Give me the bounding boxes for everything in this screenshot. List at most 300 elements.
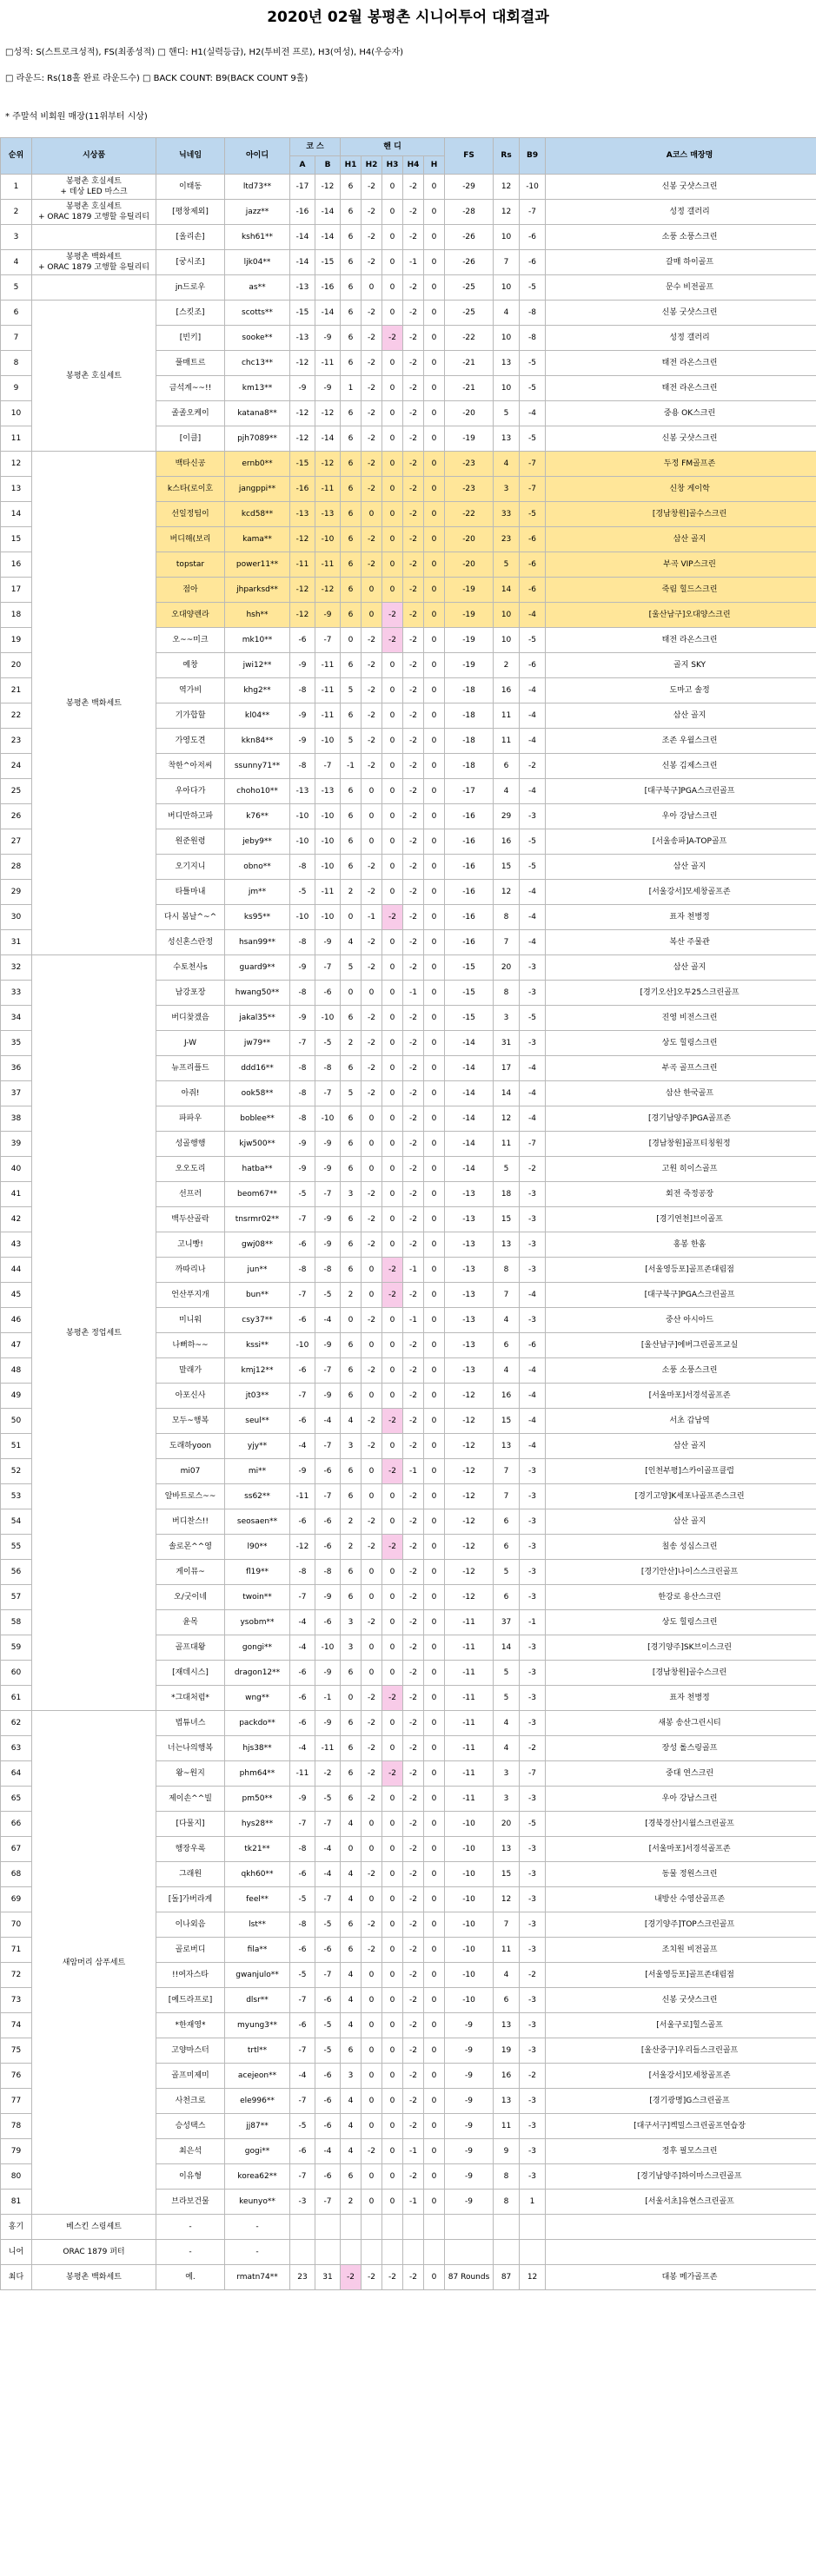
cell-h4: -2 [403,1736,424,1761]
cell-h1: 3 [341,1635,362,1661]
cell-h4: -2 [403,1711,424,1736]
cell-fs: -19 [445,628,494,653]
cell-fs: -11 [445,1787,494,1812]
cell-fs: -9 [445,2089,494,2114]
header-a: A [290,156,315,175]
cell-h4: -2 [403,225,424,250]
cell-fs: -14 [445,1132,494,1157]
cell-h1: 6 [341,1459,362,1484]
cell-b: -9 [315,603,341,628]
cell-h3: 0 [382,1887,403,1912]
cell-h4: -2 [403,1333,424,1358]
cell-nick: [빈키] [156,326,225,351]
cell-fs: -11 [445,1661,494,1686]
cell-rank: 60 [1,1661,32,1686]
cell-rs: 5 [494,1686,520,1711]
cell-h: 0 [424,301,445,326]
cell-rs: 12 [494,1106,520,1132]
cell-h4: -2 [403,628,424,653]
cell-h3: 0 [382,1711,403,1736]
prize-cell: 봉평촌 백화세트 + ORAC 1879 고행할 유틸리티 [32,250,156,275]
cell-nick: 행장우록 [156,1837,225,1862]
cell-a: -6 [290,1308,315,1333]
cell-nick: 제이손^^빌 [156,1787,225,1812]
cell-a: -12 [290,426,315,452]
cell-h2: -2 [362,1207,382,1232]
cell-h2: 0 [362,1459,382,1484]
header-nick: 닉네임 [156,138,225,175]
cell-nick: *그대처럼* [156,1686,225,1711]
cell-b: -4 [315,2139,341,2164]
cell-a: -8 [290,981,315,1006]
cell-rs: 11 [494,1938,520,1963]
cell-h4: -2 [403,527,424,552]
cell-b9: -3 [520,1031,546,1056]
cell-a: -9 [290,1132,315,1157]
tail-cell [382,2215,403,2240]
cell-a: -6 [290,1409,315,1434]
cell-venue: 도마고 솔정 [546,678,816,703]
header-course: 코 스 [290,138,341,156]
cell-rank: 59 [1,1635,32,1661]
cell-fs: -16 [445,905,494,930]
cell-h4: -2 [403,1812,424,1837]
cell-a: -15 [290,301,315,326]
cell-venue: 신봉 굿샷스크린 [546,301,816,326]
cell-h3: 0 [382,250,403,275]
cell-h4: -2 [403,1006,424,1031]
cell-rs: 5 [494,552,520,578]
cell-venue: 소풍 소풍스크린 [546,1358,816,1384]
cell-nick: [다물지] [156,1812,225,1837]
cell-b: -11 [315,703,341,729]
cell-rs: 10 [494,275,520,301]
cell-b: -9 [315,1157,341,1182]
cell-a: -12 [290,401,315,426]
cell-h: 0 [424,653,445,678]
cell-nick: 역가비 [156,678,225,703]
cell-h4: -2 [403,1560,424,1585]
cell-venue: [경기남양주]PGA골프존 [546,1106,816,1132]
cell-id: pjh7089** [225,426,290,452]
cell-rank: 41 [1,1182,32,1207]
cell-h: 0 [424,1736,445,1761]
cell-id: yjy** [225,1434,290,1459]
cell-a: -9 [290,955,315,981]
cell-id: dragon12** [225,1661,290,1686]
cell-b: -12 [315,401,341,426]
cell-fs: -10 [445,1812,494,1837]
cell-rs: 5 [494,401,520,426]
cell-venue: [경남창원]골수스크린 [546,502,816,527]
cell-rs: 16 [494,678,520,703]
cell-h: 0 [424,1661,445,1686]
cell-h4: -2 [403,905,424,930]
cell-b9: -2 [520,2064,546,2089]
cell-b9: -7 [520,452,546,477]
cell-h3: 0 [382,2013,403,2038]
cell-h1: 3 [341,2064,362,2089]
cell-nick: [돌]가버라게 [156,1887,225,1912]
cell-b9: -4 [520,729,546,754]
cell-rs: 14 [494,1081,520,1106]
cell-h1: 6 [341,1333,362,1358]
cell-h2: 0 [362,1585,382,1610]
cell-h2: -2 [362,200,382,225]
cell-a: -7 [290,1812,315,1837]
cell-fs: -12 [445,1409,494,1434]
cell-venue: [서울마포]서경석골프존 [546,1384,816,1409]
cell-rank: 36 [1,1056,32,1081]
cell-h2: 0 [362,1384,382,1409]
cell-rs: 23 [494,527,520,552]
cell-rank: 43 [1,1232,32,1258]
cell-h2: -2 [362,1610,382,1635]
cell-venue: 신봉 김제스크린 [546,754,816,779]
cell-rank: 17 [1,578,32,603]
cell-venue: [서울서초]유현스크린골프 [546,2190,816,2215]
cell-a: -9 [290,729,315,754]
cell-h1: 6 [341,1736,362,1761]
cell-h1: 6 [341,1006,362,1031]
cell-venue: 성정 갤러리 [546,326,816,351]
cell-nick: 너는나의행복 [156,1736,225,1761]
cell-fs: -18 [445,678,494,703]
cell-venue: [경기양주]SK브이스크린 [546,1635,816,1661]
cell-venue: [울산남구]에버그린골프교실 [546,1333,816,1358]
cell-h2: -2 [362,880,382,905]
cell-rs: 13 [494,1837,520,1862]
cell-rs: 3 [494,477,520,502]
cell-rs: 3 [494,1787,520,1812]
cell-b: -5 [315,1912,341,1938]
results-body [1,175,816,2290]
cell-rs: 4 [494,1711,520,1736]
cell-h3: 0 [382,200,403,225]
cell-h3: 0 [382,1484,403,1509]
cell-fs: -16 [445,829,494,855]
tail-cell [403,2215,424,2240]
cell-h1: 6 [341,1560,362,1585]
cell-nick: 버디해(보리 [156,527,225,552]
cell-rs: 19 [494,2038,520,2064]
cell-b: -11 [315,552,341,578]
cell-h1: 3 [341,1182,362,1207]
cell-a: -4 [290,1736,315,1761]
cell-h3: 0 [382,653,403,678]
cell-fs: -16 [445,804,494,829]
cell-h4: -2 [403,2114,424,2139]
cell-h2: -2 [362,930,382,955]
cell-h1: 2 [341,1509,362,1535]
prize-note: * 주말석 비회원 매장(11위부터 시상) [5,112,148,122]
cell-venue: 정후 필모스크린 [546,2139,816,2164]
cell-fs: -23 [445,477,494,502]
table-row [1,275,816,301]
cell-h3: 0 [382,1207,403,1232]
cell-fs: -11 [445,1635,494,1661]
cell-fs: -12 [445,1560,494,1585]
cell-b: -7 [315,955,341,981]
cell-h3: 0 [382,1031,403,1056]
cell-h: 0 [424,1308,445,1333]
cell-id: keunyo** [225,2190,290,2215]
cell-venue: 태전 라온스크린 [546,351,816,376]
cell-h1: 5 [341,678,362,703]
cell-h: 0 [424,1358,445,1384]
cell-h1: 6 [341,401,362,426]
cell-rs: 33 [494,502,520,527]
cell-h4: -1 [403,1258,424,1283]
cell-nick: 성골행행 [156,1132,225,1157]
cell-rs: 12 [494,200,520,225]
cell-h: 0 [424,1837,445,1862]
cell-fs: -26 [445,225,494,250]
cell-h2: 0 [362,779,382,804]
cell-a: -8 [290,1056,315,1081]
cell-id: seosaen** [225,1509,290,1535]
cell-id: l90** [225,1535,290,1560]
cell-venue: 태전 라온스크린 [546,628,816,653]
cell-id: guard9** [225,955,290,981]
cell-venue: 부곡 VIP스크린 [546,552,816,578]
tail-cell [546,2240,816,2265]
cell-h2: -2 [362,653,382,678]
cell-id: trtl** [225,2038,290,2064]
cell-b: -8 [315,1258,341,1283]
cell-a: -14 [290,225,315,250]
cell-a: -10 [290,829,315,855]
cell-rs: 16 [494,2064,520,2089]
cell-fs: -11 [445,1686,494,1711]
cell-h2: -2 [362,1761,382,1787]
cell-h: 0 [424,175,445,200]
cell-h: 0 [424,1459,445,1484]
cell-b9: -5 [520,426,546,452]
cell-fs: -13 [445,1283,494,1308]
cell-h: 0 [424,2139,445,2164]
cell-b9: -5 [520,628,546,653]
cell-h2: 0 [362,2038,382,2064]
cell-rank: 72 [1,1963,32,1988]
cell-b: -6 [315,1938,341,1963]
cell-rs: 13 [494,2013,520,2038]
cell-h4: -2 [403,1283,424,1308]
cell-h4: -2 [403,1535,424,1560]
cell-h3: 0 [382,1912,403,1938]
cell-h4: -2 [403,1031,424,1056]
cell-id: ks95** [225,905,290,930]
cell-h: 0 [424,1938,445,1963]
cell-h3: 0 [382,1106,403,1132]
cell-a: -8 [290,1258,315,1283]
cell-h1: 6 [341,1384,362,1409]
cell-h: 0 [424,1585,445,1610]
cell-b: -11 [315,653,341,678]
cell-venue: 중산 아시아드 [546,1308,816,1333]
prize-cell: 봉평촌 백화세트 [32,452,156,955]
cell-h2: -2 [362,1182,382,1207]
cell-h1: 5 [341,729,362,754]
cell-b: -9 [315,1661,341,1686]
cell-h4: -2 [403,1963,424,1988]
cell-h1: 4 [341,1862,362,1887]
cell-b: -14 [315,301,341,326]
cell-nick: 언산푸지개 [156,1283,225,1308]
tail-cell [494,2215,520,2240]
cell-fs: -12 [445,1535,494,1560]
cell-venue: [서울마포]서경석골프존 [546,1837,816,1862]
cell-a: -14 [290,250,315,275]
tail-cell [290,2215,315,2240]
cell-a: -5 [290,880,315,905]
cell-venue: [경기연천]브이골프 [546,1207,816,1232]
cell-h1: 6 [341,452,362,477]
cell-a: -7 [290,1585,315,1610]
cell-id: jt03** [225,1384,290,1409]
cell-h: 0 [424,1761,445,1787]
cell-h2: 0 [362,1661,382,1686]
cell-id: katana8** [225,401,290,426]
cell-venue: [대구북구]PGA스크린골프 [546,779,816,804]
cell-h4: -2 [403,578,424,603]
cell-h: 0 [424,1560,445,1585]
cell-rs: 6 [494,754,520,779]
table-row [1,452,816,477]
cell-h: 0 [424,930,445,955]
cell-h2: 0 [362,2064,382,2089]
cell-h3: 0 [382,1661,403,1686]
cell-fs: -12 [445,1509,494,1535]
cell-h1: 6 [341,2164,362,2190]
cell-h: 0 [424,2064,445,2089]
cell-rank: 67 [1,1837,32,1862]
cell-a: -13 [290,275,315,301]
cell-b9: -1 [520,1610,546,1635]
cell-h: 0 [424,250,445,275]
cell-b: -4 [315,1837,341,1862]
cell-rs: 4 [494,301,520,326]
cell-h1: 6 [341,779,362,804]
cell-h4: -2 [403,779,424,804]
cell-h2: -2 [362,1232,382,1258]
cell-b: -7 [315,1484,341,1509]
cell-b9: -4 [520,1056,546,1081]
cell-h: 0 [424,1509,445,1535]
cell-h3: 0 [382,552,403,578]
cell-h2: -2 [362,628,382,653]
cell-rank: 57 [1,1585,32,1610]
table-row [1,200,816,225]
cell-rank: 33 [1,981,32,1006]
table-row [1,1711,816,1736]
cell-venue: 표자 천병정 [546,905,816,930]
cell-id: tk21** [225,1837,290,1862]
cell-h3: 0 [382,578,403,603]
cell-h: 0 [424,1384,445,1409]
cell-b: -6 [315,1610,341,1635]
cell-h2: -1 [362,905,382,930]
cell-nick: 사천크로 [156,2089,225,2114]
cell-fs: -10 [445,1963,494,1988]
cell-h4: -2 [403,1661,424,1686]
cell-h3: 0 [382,426,403,452]
cell-fs: -22 [445,326,494,351]
cell-rs: 11 [494,2114,520,2139]
cell-a: -9 [290,703,315,729]
cell-h3: 0 [382,1837,403,1862]
cell-h1: 6 [341,326,362,351]
cell-fs: -25 [445,275,494,301]
cell-rs: 15 [494,855,520,880]
cell-h2: -2 [362,855,382,880]
cell-h: 0 [424,880,445,905]
cell-nick: 골프미제미 [156,2064,225,2089]
tail-cell: -2 [382,2265,403,2290]
cell-id: kl04** [225,703,290,729]
cell-b: -9 [315,1333,341,1358]
cell-h: 0 [424,628,445,653]
cell-rank: 70 [1,1912,32,1938]
cell-fs: -13 [445,1308,494,1333]
tail-cell: -2 [341,2265,362,2290]
cell-h3: 0 [382,1132,403,1157]
cell-h2: 0 [362,1812,382,1837]
cell-h: 0 [424,426,445,452]
cell-fs: -10 [445,1938,494,1963]
cell-nick: [이클] [156,426,225,452]
cell-b: -9 [315,1585,341,1610]
cell-h2: 0 [362,1333,382,1358]
cell-rank: 24 [1,754,32,779]
cell-b9: -7 [520,200,546,225]
cell-b: -5 [315,2038,341,2064]
cell-id: k76** [225,804,290,829]
cell-h1: 6 [341,250,362,275]
cell-a: -7 [290,2089,315,2114]
tail-cell: - [225,2215,290,2240]
cell-h3: -2 [382,1283,403,1308]
tail-cell: 0 [424,2265,445,2290]
cell-h2: -2 [362,527,382,552]
legend-note-scores: □성적: S(스트로크성적), FS(최종성적) □ 핸디: H1(실력등급), H2(투비전 프로), H3(여성), H4(우승자) [5,48,404,57]
cell-h2: -2 [362,1056,382,1081]
cell-venue: [경기고양]K세포나골프존스크린 [546,1484,816,1509]
cell-h3: 0 [382,1182,403,1207]
cell-rs: 13 [494,2089,520,2114]
cell-h1: 6 [341,804,362,829]
cell-b9: -4 [520,1081,546,1106]
cell-b9: -3 [520,1585,546,1610]
cell-h: 0 [424,1157,445,1182]
cell-h2: -2 [362,426,382,452]
cell-id: kama** [225,527,290,552]
cell-h2: 0 [362,804,382,829]
cell-h: 0 [424,855,445,880]
cell-h2: -2 [362,955,382,981]
cell-h4: -2 [403,1912,424,1938]
cell-b9: -6 [520,578,546,603]
cell-b: -10 [315,905,341,930]
cell-rank: 62 [1,1711,32,1736]
cell-rs: 8 [494,905,520,930]
cell-id: fl19** [225,1560,290,1585]
cell-h1: 6 [341,200,362,225]
cell-h1: 6 [341,275,362,301]
cell-h1: 6 [341,225,362,250]
cell-b: -9 [315,1384,341,1409]
cell-venue: [경기광명]G스크린골프 [546,2089,816,2114]
